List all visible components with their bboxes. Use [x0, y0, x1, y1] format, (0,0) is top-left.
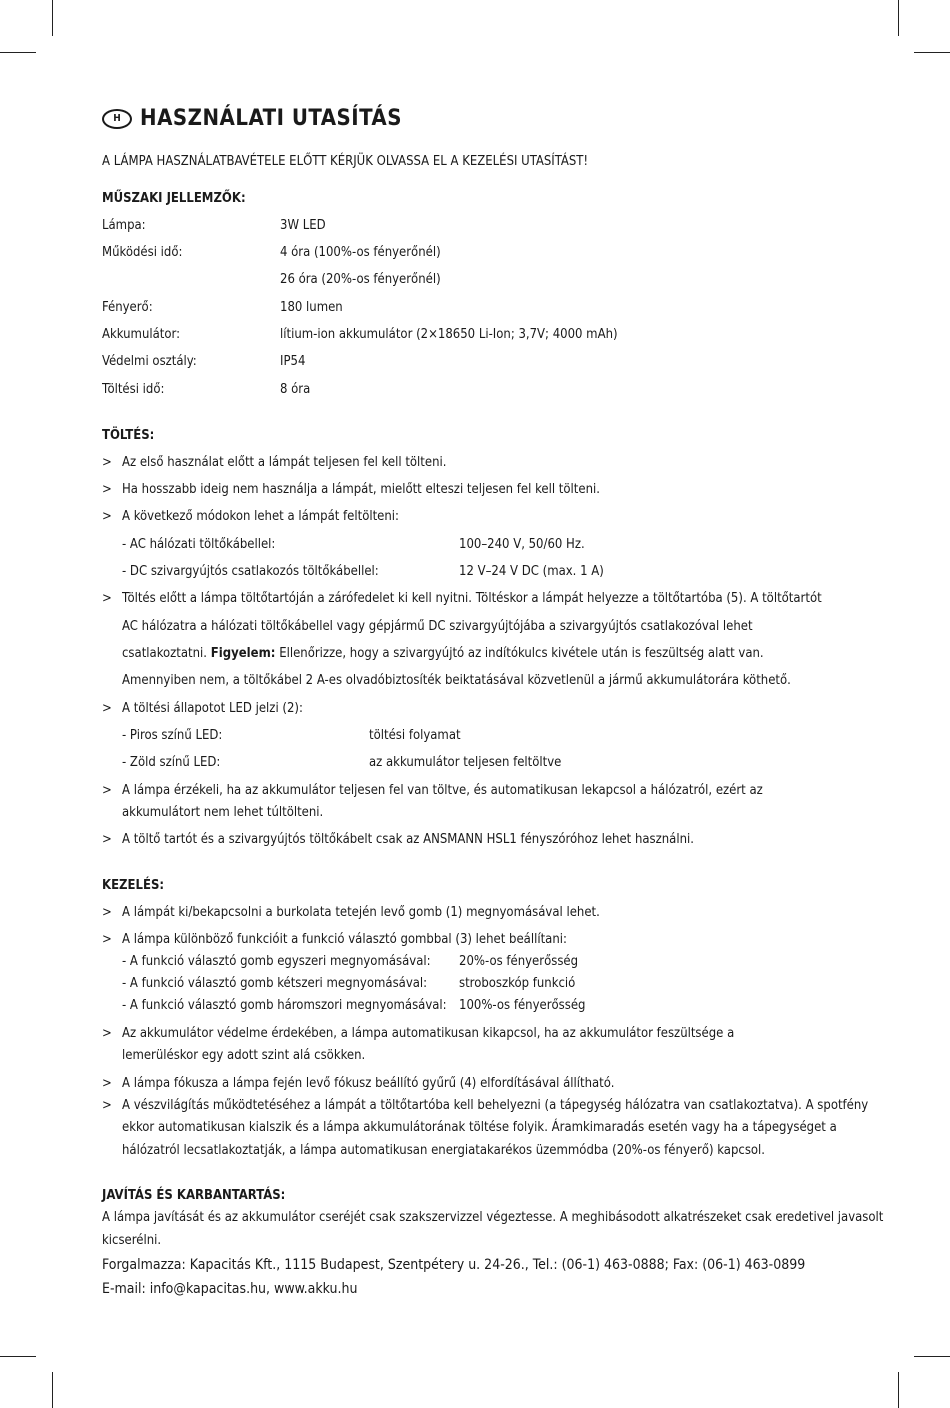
led-value: az akkumulátor teljesen feltöltve: [369, 755, 562, 770]
spec-value: 3W LED: [280, 218, 326, 233]
charging-item-line: [122, 647, 764, 660]
spec-value: 26 óra (20%-os fényerőnél): [280, 272, 441, 287]
bullet-marker: >: [102, 701, 112, 716]
spec-label: Fényerő:: [102, 300, 153, 315]
specs-heading: MŰSZAKI JELLEMZŐK:: [102, 191, 246, 206]
led-label: - Piros színű LED:: [122, 728, 223, 743]
contact-info: E-mail: info@kapacitas.hu, www.akku.hu: [102, 1281, 358, 1297]
spec-value: 180 lumen: [280, 300, 343, 315]
title-block: [102, 106, 402, 131]
spec-value: IP54: [280, 354, 306, 369]
led-value: töltési folyamat: [369, 728, 461, 743]
function-value: 20%-os fényerősség: [459, 954, 579, 969]
spec-label: Védelmi osztály:: [102, 354, 197, 369]
bullet-marker: >: [102, 1026, 112, 1041]
operation-item-line: hálózatról lecsatlakoztatják, a lámpa automatikusan energiatakarékos üzemmódba (20%-os fényerő) kapcsol.: [122, 1143, 766, 1158]
spec-value: 8 óra: [280, 382, 311, 397]
charging-item: A következő módokon lehet a lámpát feltölteni:: [122, 509, 399, 524]
operation-item: A vészvilágítás működtetéséhez a lámpát a töltőtartóba kell behelyezni (a tápegység hálózatra van csatlakoztatva). A spotfény: [122, 1098, 869, 1113]
spec-label: Töltési idő:: [102, 382, 165, 397]
charging-method-label: - AC hálózati töltőkábellel:: [122, 537, 276, 552]
bullet-marker: >: [102, 1098, 112, 1113]
charging-item: Töltés előtt a lámpa töltőtartóján a zárófedelet ki kell nyitni. Töltéskor a lámpát helyezze a töltőtartóba (5). A töltőtartót: [122, 591, 822, 606]
bullet-marker: >: [102, 832, 112, 847]
charging-heading: TÖLTÉS:: [102, 428, 155, 443]
spec-label: Működési idő:: [102, 245, 183, 260]
function-value: 100%-os fényerősség: [459, 998, 586, 1013]
operation-heading: KEZELÉS:: [102, 878, 165, 893]
charging-item: Az első használat előtt a lámpát teljesen fel kell tölteni.: [122, 455, 447, 470]
spec-label: Akkumulátor:: [102, 327, 181, 342]
charging-method-value: 100–240 V, 50/60 Hz.: [459, 537, 585, 552]
maintenance-text: A lámpa javítását és az akkumulátor cseréjét csak szakszervizzel végeztesse. A meghibásodott alkatrészeket csak eredetivel javasolt: [102, 1210, 884, 1225]
charging-method-value: 12 V–24 V DC (max. 1 A): [459, 564, 604, 579]
distributor-info: Forgalmazza: Kapacitás Kft., 1115 Budapest, Szentpétery u. 24-26., Tel.: (06-1) 463-0888; Fax: (06-1) 463-0899: [102, 1257, 806, 1273]
bullet-marker: >: [102, 905, 112, 920]
bullet-marker: >: [102, 1076, 112, 1091]
operation-item: A lámpát ki/bekapcsolni a burkolata tetején levő gomb (1) megnyomásával lehet.: [122, 905, 600, 920]
operation-item: A lámpa fókusza a lámpa fején levő fókusz beállító gyűrű (4) elfordításával állítható.: [122, 1076, 615, 1091]
spec-label: Lámpa:: [102, 218, 146, 233]
operation-item: Az akkumulátor védelme érdekében, a lámpa automatikusan kikapcsol, ha az akkumulátor feszültsége a: [122, 1026, 735, 1041]
function-label: - A funkció választó gomb egyszeri megnyomásával:: [122, 954, 431, 969]
bullet-marker: >: [102, 932, 112, 947]
charging-item: A töltési állapotot LED jelzi (2):: [122, 701, 303, 716]
bullet-marker: >: [102, 509, 112, 524]
charging-item-line: AC hálózatra a hálózati töltőkábellel vagy gépjármű DC szivargyújtójába a szivargyújtós csatlakozóval lehet: [122, 619, 753, 634]
function-value: stroboszkóp funkció: [459, 976, 576, 991]
function-label: - A funkció választó gomb kétszeri megnyomásával:: [122, 976, 428, 991]
charging-item: Ha hosszabb ideig nem használja a lámpát, mielőtt elteszi teljesen fel kell tölteni.: [122, 482, 600, 497]
language-badge: H: [102, 109, 132, 129]
bullet-marker: >: [102, 591, 112, 606]
spec-value: 4 óra (100%-os fényerőnél): [280, 245, 441, 260]
charging-item-line: akkumulátort nem lehet túltölteni.: [122, 805, 324, 820]
operation-item: A lámpa különböző funkcióit a funkció választó gombbal (3) lehet beállítani:: [122, 932, 567, 947]
intro-warning: A LÁMPA HASZNÁLATBAVÉTELE ELŐTT KÉRJÜK OLVASSA EL A KEZELÉSI UTASÍTÁST!: [102, 154, 589, 169]
maintenance-heading: JAVÍTÁS ÉS KARBANTARTÁS:: [102, 1188, 286, 1203]
charging-item-text: Ellenőrizze, hogy a szivargyújtó az indítókulcs kivétele után is feszültség alatt van.: [279, 646, 764, 661]
charging-item: A lámpa érzékeli, ha az akkumulátor teljesen fel van töltve, és automatikusan lekapcsol a hálózatról, ezért az: [122, 783, 763, 798]
led-label: - Zöld színű LED:: [122, 755, 221, 770]
charging-item-text: csatlakoztatni.: [122, 646, 208, 661]
bullet-marker: >: [102, 482, 112, 497]
spec-value: lítium-ion akkumulátor (2×18650 Li-Ion; 3,7V; 4000 mAh): [280, 327, 618, 342]
operation-item-line: lemerüléskor egy adott szint alá csökken.: [122, 1048, 366, 1063]
maintenance-text-line: kicserélni.: [102, 1233, 162, 1248]
charging-item: A töltő tartót és a szivargyújtós töltőkábelt csak az ANSMANN HSL1 fényszóróhoz lehet használni.: [122, 832, 694, 847]
charging-method-label: - DC szivargyújtós csatlakozós töltőkábellel:: [122, 564, 379, 579]
attention-label: Figyelem:: [210, 646, 276, 661]
charging-item-line: Amennyiben nem, a töltőkábel 2 A-es olvadóbiztosíték beiktatásával közvetlenül a jármű akkumulátorára köthető.: [122, 673, 791, 688]
bullet-marker: >: [102, 783, 112, 798]
page-title: HASZNÁLATI UTASÍTÁS: [140, 106, 403, 131]
function-label: - A funkció választó gomb háromszori megnyomásával:: [122, 998, 447, 1013]
bullet-marker: >: [102, 455, 112, 470]
operation-item-line: ekkor automatikusan kialszik és a lámpa akkumulátorának töltése folyik. Áramkimaradás esetén vagy ha a tápegységet a: [122, 1120, 837, 1135]
